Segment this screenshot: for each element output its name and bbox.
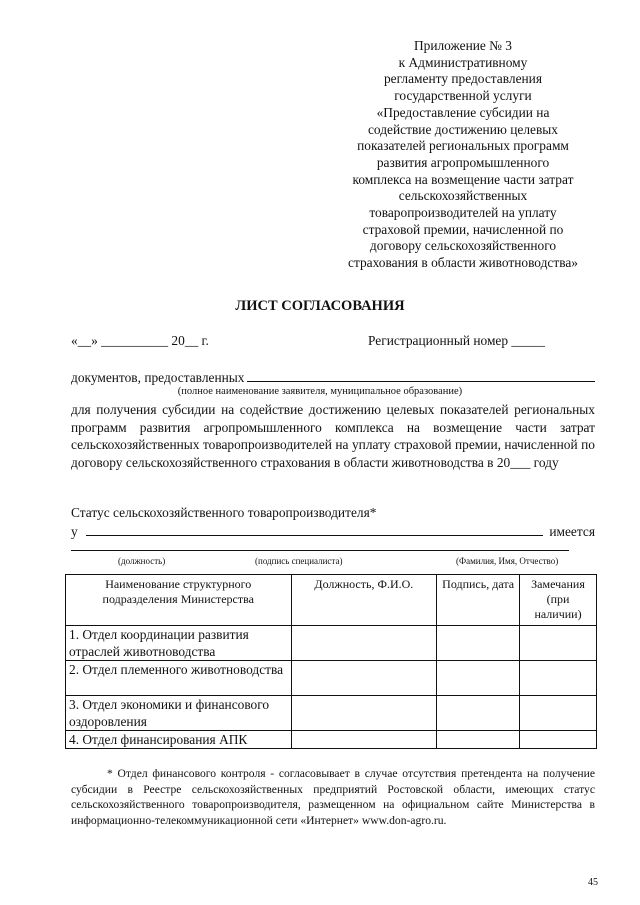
appendix-line: содействие достижению целевых (367, 121, 558, 137)
remarks-cell (520, 696, 597, 731)
appendix-line: государственной услуги (394, 88, 532, 104)
position-cell (291, 626, 437, 661)
header-department: Наименование структурного подразделения Министерства (66, 575, 292, 626)
documents-line (71, 368, 595, 386)
signature-cell (437, 731, 520, 749)
signature-cell (437, 626, 520, 661)
approval-table (65, 574, 597, 749)
appendix-line: комплекса на возмещение части затрат (352, 171, 574, 187)
department-cell: 2. Отдел племенного животноводства (66, 661, 292, 696)
appendix-line: развития агропромышленного (376, 154, 550, 170)
position-cell (291, 696, 437, 731)
caption-name: (Фамилия, Имя, Отчество) (456, 556, 559, 566)
applicant-caption: (полное наименование заявителя, муниципальное образование) (177, 386, 463, 397)
purpose-text: для получения субсидии на содействие достижению целевых показателей региональных программ развития агропромышленного комплекса на возмещение части затрат сельскохозяйственных товаропроизводителей на уплату страховой премии, начисленной по договору сельскохозяйственного страхования в области животноводства в 20___ году (71, 402, 595, 470)
remarks-cell (520, 731, 597, 749)
appendix-line: Приложение № 3 (413, 38, 513, 53)
appendix-line: товаропроизводителей на уплату (369, 205, 557, 221)
appendix-line: показателей региональных программ (357, 138, 569, 154)
appendix-line: регламенту предоставления (383, 71, 542, 87)
signature-cell (437, 661, 520, 696)
appendix-line: «Предоставление субсидии на (376, 104, 550, 120)
table-row (66, 696, 597, 731)
header-position: Должность, Ф.И.О. (291, 575, 437, 626)
table-row (66, 626, 597, 661)
signature-cell (437, 696, 520, 731)
applicant-blank (247, 368, 595, 382)
appendix-line: страхования в области животноводства» (348, 255, 578, 271)
header-remarks: Замечания (при наличии) (520, 575, 597, 626)
header-signature: Подпись, дата (437, 575, 520, 626)
signature-line (71, 550, 569, 551)
appendix-line: сельскохозяйственных (398, 188, 528, 204)
status-suffix: имеется (549, 524, 595, 539)
documents-label: документов, предоставленных (71, 370, 245, 385)
remarks-cell (520, 626, 597, 661)
caption-position: (должность) (118, 556, 166, 566)
table-header-row (66, 575, 597, 626)
department-cell: 1. Отдел координации развития отраслей животноводства (66, 626, 292, 661)
table-row (66, 731, 597, 749)
appendix-header (322, 38, 604, 272)
appendix-line: страховой премии, начисленной по (362, 221, 564, 237)
caption-signature: (подпись специалиста) (255, 556, 343, 566)
status-line (71, 522, 595, 540)
table-row (66, 661, 597, 696)
footnote: * Отдел финансового контроля - согласовывает в случае отсутствия претендента на получение субсидии в Реестре сельскохозяйственных предприятий Ростовской области, имеющих статус сельскохозяйственного товаропроизводителя, размещенном на официальном сайте Министерства в информационно-телекоммуникационной сети «Интернет» www.don-agro.ru. (71, 767, 595, 827)
page-number: 45 (588, 877, 598, 888)
status-label: Статус сельскохозяйственного товаропроизводителя* (71, 505, 377, 520)
remarks-cell (520, 661, 597, 696)
appendix-line: к Административному (398, 54, 528, 70)
registration-number: Регистрационный номер _____ (368, 333, 545, 348)
position-cell (291, 661, 437, 696)
date-line: «__» __________ 20__ г. (71, 333, 209, 348)
department-cell: 3. Отдел экономики и финансового оздоровления (66, 696, 292, 731)
department-cell: 4. Отдел финансирования АПК (66, 731, 292, 749)
position-cell (291, 731, 437, 749)
appendix-line: договору сельскохозяйственного (369, 238, 557, 254)
status-blank (86, 522, 544, 536)
status-prefix: у (71, 524, 78, 539)
document-title: ЛИСТ СОГЛАСОВАНИЯ (235, 298, 405, 314)
